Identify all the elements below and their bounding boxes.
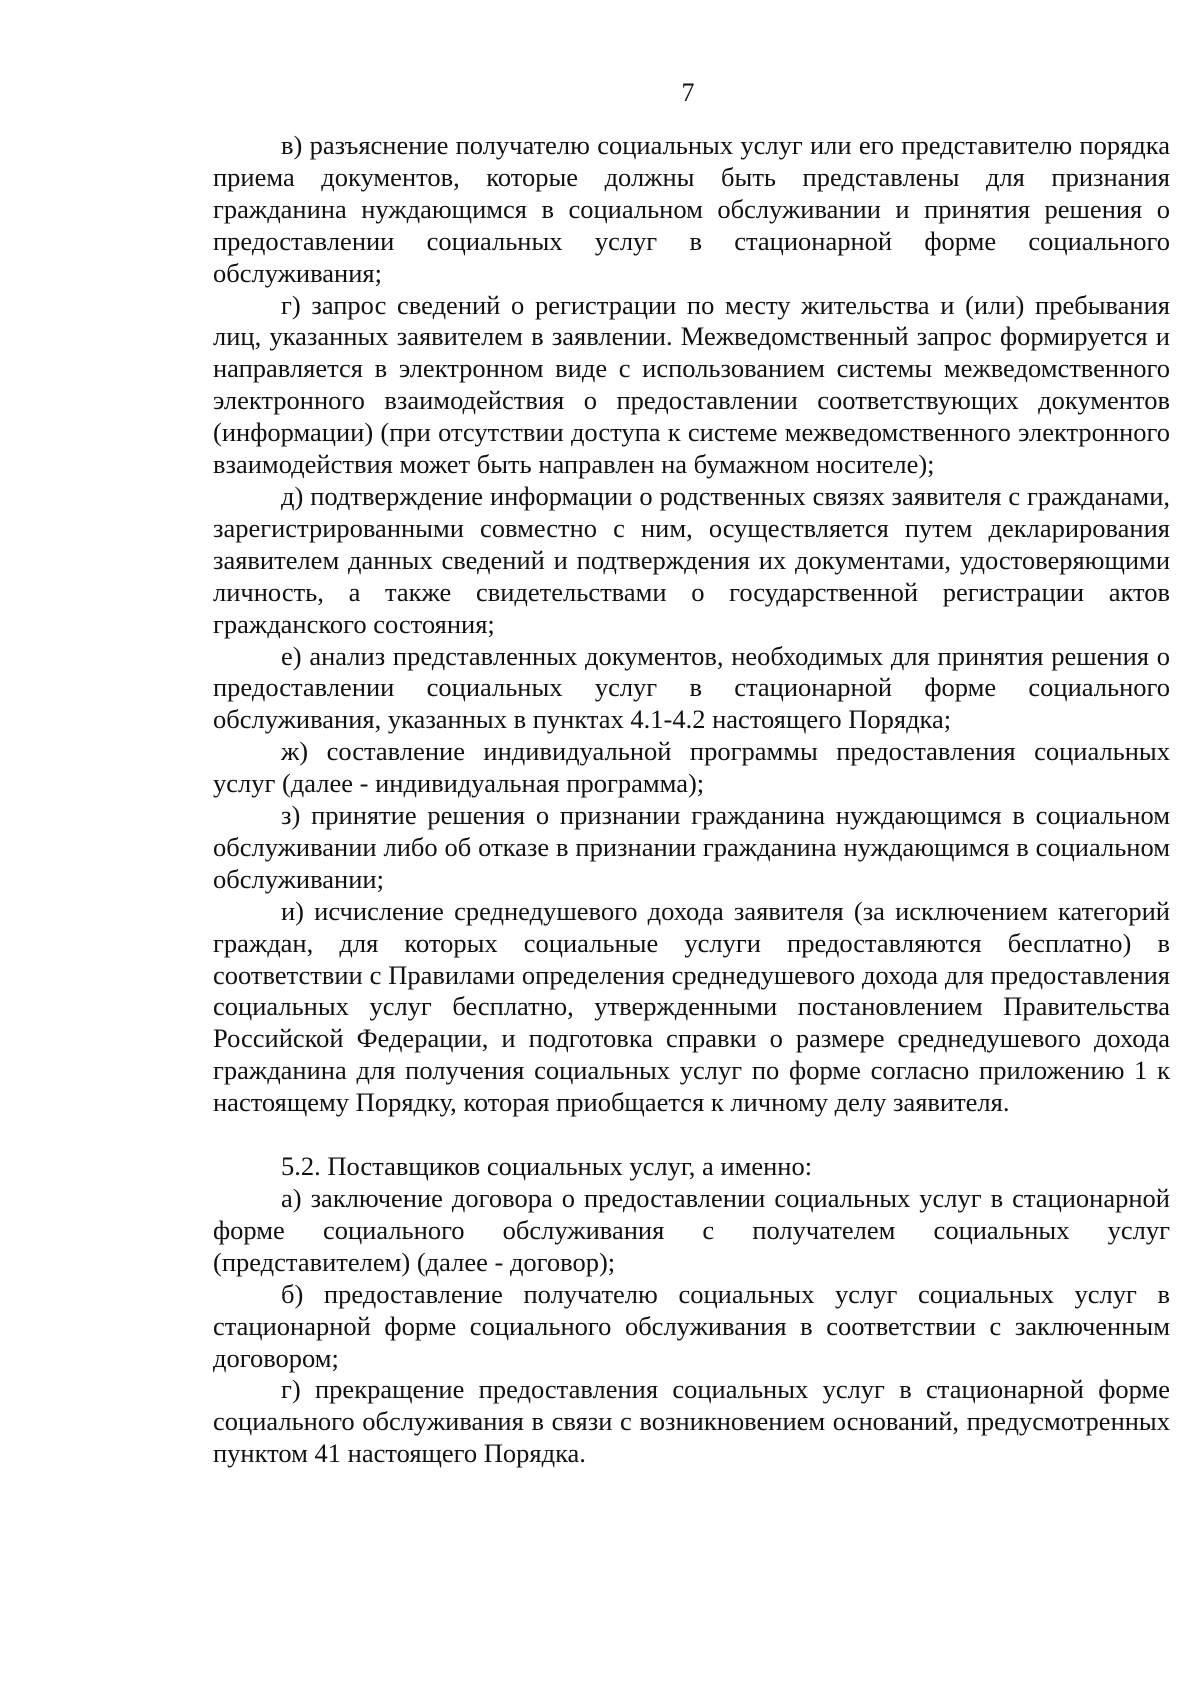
paragraph-i: и) исчисление среднедушевого дохода заявителя (за исключением категорий граждан, для которых социальные услуги предоставляются бесплатно) в соответствии с Правилами определения среднедушевого дохода для предоставления социальных услуг бесплатно, утвержденными постановлением Правительства Российской Федерации, и подготовка справки о размере среднедушевого дохода гражданина для получения социальных услуг по форме согласно приложению 1 к настоящему Порядку, которая приобщается к личному делу заявителя.	[213, 895, 1170, 1118]
page-number: 7	[681, 78, 695, 107]
paragraph-g: г) запрос сведений о регистрации по месту жительства и (или) пребывания лиц, указанных заявителем в заявлении. Межведомственный запрос формируется и направляется в электронном виде с использованием системы межведомственного электронного взаимодействия о предоставлении соответствующих документов (информации) (при отсутствии доступа к системе межведомственного электронного взаимодействия может быть направлен на бумажном носителе);	[213, 289, 1170, 480]
paragraph-e: е) анализ представленных документов, необходимых для принятия решения о предоставлении социальных услуг в стационарной форме социального обслуживания, указанных в пунктах 4.1-4.2 настоящего Порядка;	[213, 640, 1170, 735]
section-paragraph-a: а) заключение договора о предоставлении социальных услуг в стационарной форме социального обслуживания с получателем социальных услуг (представителем) (далее - договор);	[213, 1183, 1170, 1277]
section-paragraph-g: г) прекращение предоставления социальных услуг в стационарной форме социального обслуживания в связи с возникновением оснований, предусмотренных пунктом 41 настоящего Порядка.	[213, 1374, 1170, 1469]
paragraph-v: в) разъяснение получателю социальных услуг или его представителю порядка приема документов, которые должны быть представлены для признания гражданина нуждающимся в социальном обслуживании и принятия решения о предоставлении социальных услуг в стационарной форме социального обслуживания;	[213, 130, 1170, 288]
document-body	[213, 130, 1170, 1470]
paragraph-d: д) подтверждение информации о родственных связях заявителя с гражданами, зарегистрированными совместно с ним, осуществляется путем декларирования заявителем данных сведений и подтверждения их документами, удостоверяющими личность, а также свидетельствами о государственной регистрации актов гражданского состояния;	[213, 480, 1170, 639]
paragraph-zh: ж) составление индивидуальной программы предоставления социальных услуг (далее - индивидуальная программа);	[213, 736, 1170, 799]
section-paragraph-b: б) предоставление получателю социальных услуг социальных услуг в стационарной форме социального обслуживания в соответствии с заключенным договором;	[213, 1278, 1170, 1373]
section-heading: 5.2. Поставщиков социальных услуг, а именно:	[281, 1151, 813, 1182]
paragraph-z: з) принятие решения о признании гражданина нуждающимся в социальном обслуживании либо об отказе в признании гражданина нуждающимся в социальном обслуживании;	[213, 800, 1170, 894]
